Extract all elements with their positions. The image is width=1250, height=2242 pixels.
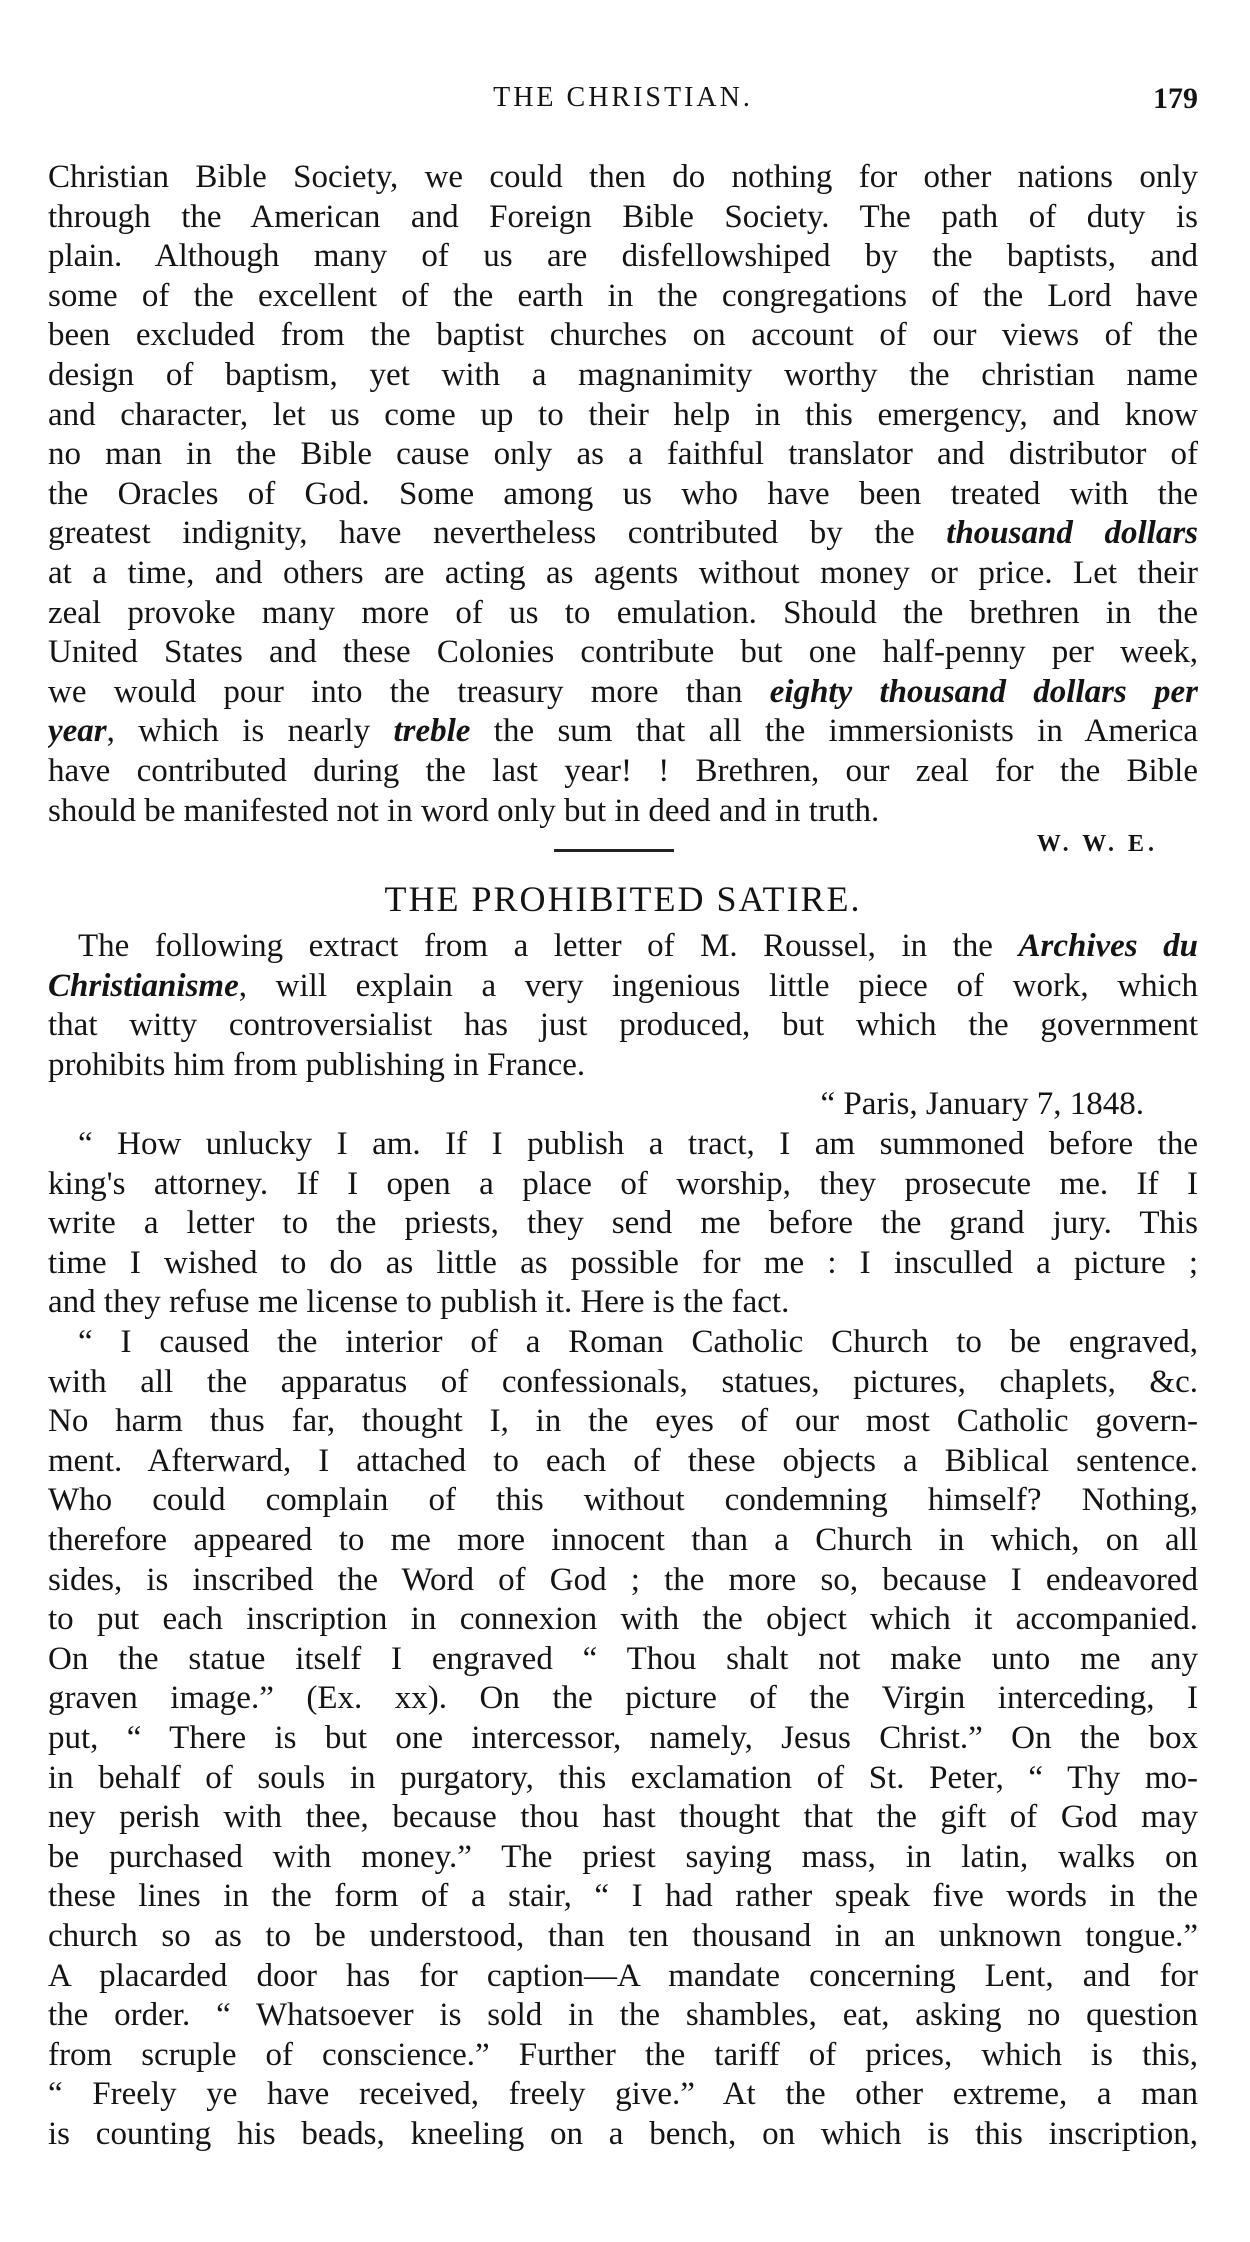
text-line: On the statue itself I engraved “ Thou shalt not make unto me any (48, 1640, 1198, 1677)
text-line: no man in the Bible cause only as a faithful translator and distributor of (48, 436, 1198, 473)
text-run: the sum that all the immersionists in America (470, 713, 1198, 750)
text-line: write a letter to the priests, they send me before the grand jury. This (48, 1205, 1198, 1242)
text-line: design of baptism, yet with a magnanimity worthy the christian name (48, 356, 1198, 393)
emphasis-text: Archives du (1018, 928, 1198, 965)
text-line: graven image.” (Ex. xx). On the picture of the Virgin interceding, I (48, 1680, 1198, 1717)
text-line: No harm thus far, thought I, in the eyes of our most Catholic govern- (48, 1403, 1198, 1440)
text-line: Christian Bible Society, we could then do nothing for other nations only (48, 159, 1198, 195)
section-rule (554, 849, 674, 852)
text-line: to put each inscription in connexion with the object which it accompanied. (48, 1601, 1198, 1638)
text-line: these lines in the form of a stair, “ I had rather speak five words in the (48, 1878, 1198, 1915)
text-line (48, 712, 1198, 752)
text-line (48, 927, 1198, 967)
text-run: , will explain a very ingenious little piece of work, which (238, 967, 1198, 1004)
text-line: time I wished to do as little as possible for me : I insculled a picture ; (48, 1244, 1198, 1281)
text-line: “ Freely ye have received, freely give.” At the other extreme, a man (48, 2076, 1198, 2113)
text-run: we would pour into the treasury more than (48, 673, 770, 710)
text-line: and character, let us come up to their help in this emergency, and know (48, 396, 1198, 433)
dateline: “ Paris, January 7, 1848. (820, 1086, 1144, 1123)
emphasis-text: eighty thousand dollars per (769, 673, 1198, 710)
text-run: , which is nearly (106, 713, 394, 750)
text-line: put, “ There is but one intercessor, namely, Jesus Christ.” On the box (48, 1719, 1198, 1756)
author-signature: W. W. E. (1036, 831, 1158, 858)
running-head: THE CHRISTIAN. (493, 82, 753, 113)
text-line: prohibits him from publishing in France. (48, 1046, 586, 1083)
text-line: have contributed during the last year! ! Brethren, our zeal for the Bible (48, 752, 1198, 789)
text-line: United States and these Colonies contribute but one half-penny per week, (48, 634, 1198, 671)
text-line: ment. Afterward, I attached to each of these objects a Biblical sentence. (48, 1442, 1198, 1479)
page-body (48, 158, 1198, 2155)
text-line: ney perish with thee, because thou hast thought that the gift of God may (48, 1799, 1198, 1836)
paragraph-engraving (48, 1323, 1198, 2154)
text-line: therefore appeared to me more innocent than a Church in which, on all (48, 1522, 1198, 1558)
text-line: should be manifested not in word only but in deed and in truth. (48, 792, 880, 829)
text-line: A placarded door has for caption—A mandate concerning Lent, and for (48, 1957, 1198, 1994)
text-line: plain. Although many of us are disfellowshiped by the baptists, and (48, 238, 1198, 275)
text-run: greatest indignity, have nevertheless contributed by the (48, 515, 947, 552)
text-line: and they refuse me license to publish it. Here is the fact. (48, 1284, 790, 1321)
emphasis-text: Christianisme (48, 967, 239, 1004)
text-line: from scruple of conscience.” Further the tariff of prices, which is this, (48, 2036, 1198, 2073)
section-title: THE PROHIBITED SATIRE. (384, 879, 862, 920)
text-line: at a time, and others are acting as agents without money or price. Let their (48, 554, 1198, 591)
text-line: some of the excellent of the earth in the congregations of the Lord have (48, 277, 1198, 314)
text-line: the order. “ Whatsoever is sold in the shambles, eat, asking no question (48, 1997, 1198, 2034)
text-line: be purchased with money.” The priest saying mass, in latin, walks on (48, 1838, 1198, 1875)
text-line: been excluded from the baptist churches on account of our views of the (48, 317, 1198, 354)
text-run: The following extract from a letter of M. Roussel, in the (78, 928, 1019, 965)
text-line: “ How unlucky I am. If I publish a tract, I am summoned before the (78, 1126, 1198, 1163)
text-line: the Oracles of God. Some among us who have been treated with the (48, 475, 1198, 512)
text-line (48, 514, 1198, 554)
text-line: church so as to be understood, than ten thousand in an unknown tongue.” (48, 1917, 1198, 1954)
page-header (48, 82, 1198, 122)
text-line: is counting his beads, kneeling on a bench, on which is this inscription, (48, 2115, 1198, 2152)
text-line: Who could complain of this without condemning himself? Nothing, (48, 1482, 1198, 1519)
paragraph-bible-society (48, 158, 1198, 831)
text-line: king's attorney. If I open a place of worship, they prosecute me. If I (48, 1165, 1198, 1202)
text-line: zeal provoke many more of us to emulation. Should the brethren in the (48, 594, 1198, 631)
signature-row (48, 831, 1198, 871)
text-line (48, 673, 1198, 713)
page-number: 179 (1153, 82, 1198, 115)
text-line (48, 967, 1198, 1007)
text-line: “ I caused the interior of a Roman Catholic Church to be engraved, (78, 1324, 1198, 1361)
text-line: with all the apparatus of confessionals, statues, pictures, chaplets, &c. (48, 1363, 1198, 1400)
paragraph-unlucky (48, 1125, 1198, 1323)
text-line: in behalf of souls in purgatory, this exclamation of St. Peter, “ Thy mo- (48, 1759, 1198, 1796)
emphasis-text: thousand dollars (946, 515, 1198, 552)
text-line: that witty controversialist has just produced, but which the government (48, 1007, 1198, 1044)
text-line: through the American and Foreign Bible Society. The path of duty is (48, 198, 1198, 235)
emphasis-text: year (48, 713, 107, 750)
paragraph-intro (48, 927, 1198, 1125)
emphasis-text: treble (393, 713, 471, 750)
text-line: sides, is inscribed the Word of God ; the more so, because I endeavored (48, 1561, 1198, 1598)
